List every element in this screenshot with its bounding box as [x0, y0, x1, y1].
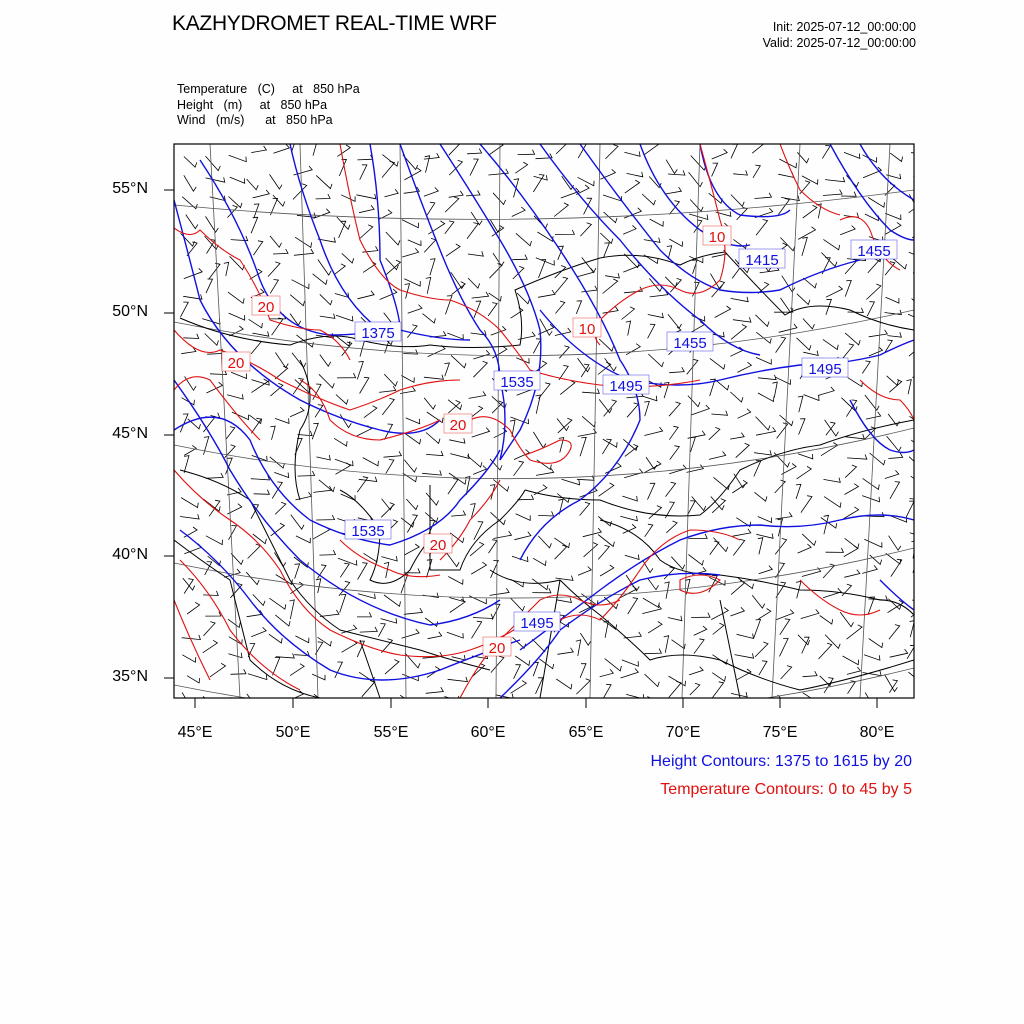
height-contour-label: [739, 249, 785, 269]
temperature-contour-label: [424, 534, 452, 554]
height-contour-label-text: 1495: [520, 615, 554, 632]
height-contour-label-text: 1415: [745, 252, 779, 269]
wind-barb: [912, 600, 929, 605]
height-legend: Height Contours: 1375 to 1615 by 20: [650, 753, 912, 770]
height-contour-label-text: 1535: [500, 374, 534, 391]
height-contour-label-text: 1375: [361, 325, 395, 342]
lat-tick-label: 55°N: [112, 180, 148, 197]
height-contour-label: [603, 375, 649, 395]
temperature-contour-label: [222, 352, 250, 372]
lon-tick-label: 50°E: [275, 724, 311, 741]
wind-barb: [914, 317, 924, 332]
wind-barb: [913, 162, 925, 177]
height-contour-label-text: 1455: [673, 335, 707, 352]
height-contour-label: [802, 358, 848, 378]
temperature-contour-label-text: 20: [429, 537, 447, 554]
temperature-contour-label-text: 10: [578, 321, 596, 338]
lon-tick-label: 65°E: [568, 724, 604, 741]
height-contour-label-text: 1495: [808, 361, 842, 378]
temperature-contour-label-text: 20: [488, 640, 506, 657]
temperature-contour-label: [252, 296, 280, 316]
lon-tick-label: 45°E: [177, 724, 213, 741]
wind-barb: [337, 700, 351, 712]
wind-barb: [268, 699, 288, 704]
lon-tick-label: 80°E: [859, 724, 895, 741]
lat-tick-label: 45°N: [112, 425, 148, 442]
height-contour-label: [667, 332, 713, 352]
temperature-legend: Temperature Contours: 0 to 45 by 5: [660, 781, 912, 798]
height-contour-label: [514, 612, 560, 632]
temperature-contour-label: [703, 226, 731, 246]
temperature-contour-label: [573, 318, 601, 338]
valid-time: Valid: 2025-07-12_00:00:00: [762, 36, 916, 50]
wind-barb: [470, 700, 486, 708]
field-temperature: Temperature (C) at 850 hPa: [177, 82, 360, 96]
temperature-contour-label: [483, 637, 511, 657]
height-contour-label-text: 1535: [351, 523, 385, 540]
wind-barb: [561, 699, 576, 714]
height-contour-label: [345, 520, 391, 540]
lon-tick-label: 60°E: [470, 724, 506, 741]
height-contour-label: [494, 371, 540, 391]
field-height: Height (m) at 850 hPa: [177, 97, 328, 112]
lat-tick-label: 35°N: [112, 668, 148, 685]
height-contour-label-text: 1495: [609, 378, 643, 395]
temperature-contour-label-text: 20: [257, 299, 275, 316]
wind-barb: [381, 699, 394, 714]
lat-tick-label: 50°N: [112, 303, 148, 320]
lon-tick-label: 75°E: [762, 724, 798, 741]
wind-barb: [757, 698, 769, 712]
temperature-contour-label-text: 10: [708, 229, 726, 246]
lat-tick-label: 40°N: [112, 546, 148, 563]
temperature-contour-label-text: 20: [449, 417, 467, 434]
init-time: Init: 2025-07-12_00:00:00: [772, 20, 916, 34]
field-wind: Wind (m/s) at 850 hPa: [177, 113, 333, 127]
temperature-contour-label: [444, 414, 472, 434]
lon-tick-label: 55°E: [373, 724, 409, 741]
height-contour-label: [355, 322, 401, 342]
map-title: KAZHYDROMET REAL-TIME WRF: [172, 12, 497, 35]
height-contour-label-text: 1455: [857, 243, 891, 260]
lon-tick-label: 70°E: [665, 724, 701, 741]
height-contour-label: [851, 240, 897, 260]
temperature-contour-label-text: 20: [227, 355, 245, 372]
